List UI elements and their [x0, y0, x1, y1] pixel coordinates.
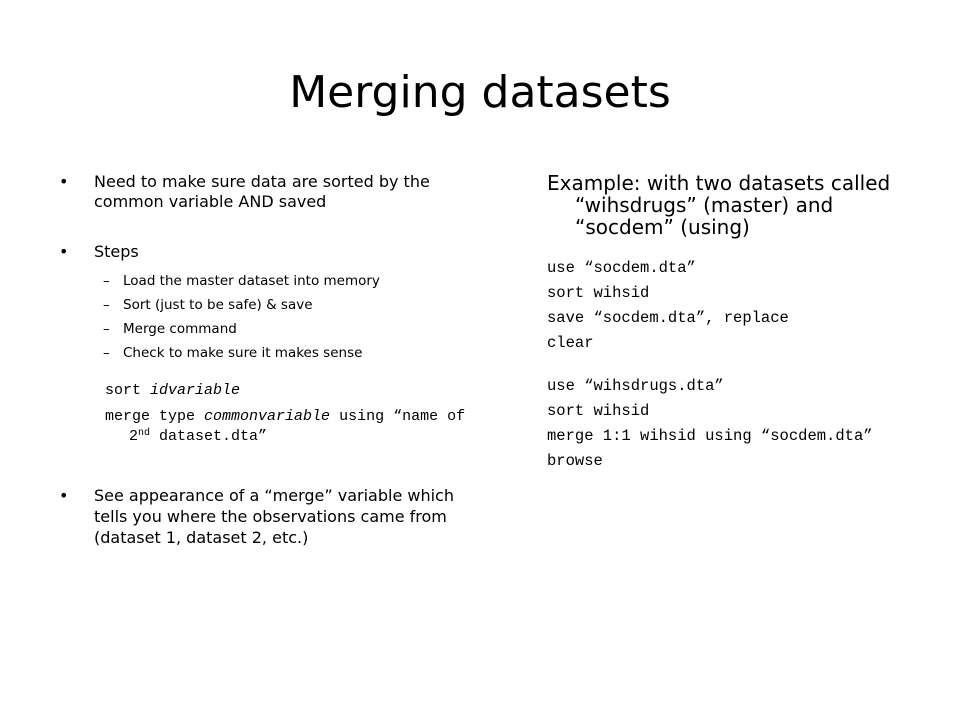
step-text: Sort (just to be safe) & save — [123, 297, 313, 313]
right-column — [547, 172, 917, 474]
syntax-code-block — [105, 381, 468, 447]
step-text: Load the master dataset into memory — [123, 273, 380, 289]
code-line: save “socdem.dta”, replace — [547, 309, 789, 327]
bullet-marker: • — [59, 172, 69, 191]
example-code-block — [547, 256, 917, 474]
code-line: browse — [547, 452, 603, 470]
code-text: using “name of 2 — [129, 408, 466, 445]
bullet-sort-note — [58, 172, 468, 212]
code-placeholder: idvariable — [150, 382, 241, 399]
step-item — [103, 317, 468, 341]
code-line: use “socdem.dta” — [547, 259, 696, 277]
step-text: Check to make sure it makes sense — [123, 345, 363, 361]
left-column — [58, 172, 468, 548]
example-heading: Example: with two datasets called “wihsdrugs” (master) and “socdem” (using) — [547, 171, 891, 239]
code-keyword: merge type — [105, 408, 205, 425]
bullet-text: Need to make sure data are sorted by the common variable AND saved — [94, 172, 430, 211]
code-keyword: sort — [105, 382, 151, 399]
bullet-steps — [58, 242, 468, 262]
merge-syntax-line — [105, 407, 468, 447]
sort-syntax-line — [105, 381, 468, 401]
code-superscript: nd — [138, 428, 151, 439]
bullet-text: See appearance of a “merge” variable which tells you where the observations came from (dataset 1, dataset 2, etc.) — [94, 486, 454, 547]
code-text: dataset.dta” — [150, 428, 268, 445]
dash-marker: – — [103, 297, 110, 313]
code-placeholder: commonvariable — [204, 408, 331, 425]
dash-marker: – — [103, 345, 110, 361]
step-text: Merge command — [123, 321, 237, 337]
steps-list — [103, 269, 468, 365]
bullet-merge-variable — [58, 485, 468, 548]
step-item — [103, 269, 468, 293]
code-line: clear — [547, 334, 594, 352]
step-item — [103, 293, 468, 317]
bullet-marker: • — [59, 242, 69, 261]
code-line: sort wihsid — [547, 284, 650, 302]
step-item — [103, 341, 468, 365]
dash-marker: – — [103, 273, 110, 289]
code-line: merge 1:1 wihsid using “socdem.dta” — [547, 427, 873, 445]
dash-marker: – — [103, 321, 110, 337]
bullet-marker: • — [59, 486, 69, 505]
bullet-text: Steps — [94, 242, 139, 261]
slide-title: Merging datasets — [289, 67, 671, 118]
code-gap — [547, 356, 917, 374]
code-line: sort wihsid — [547, 402, 650, 420]
code-line: use “wihsdrugs.dta” — [547, 377, 724, 395]
